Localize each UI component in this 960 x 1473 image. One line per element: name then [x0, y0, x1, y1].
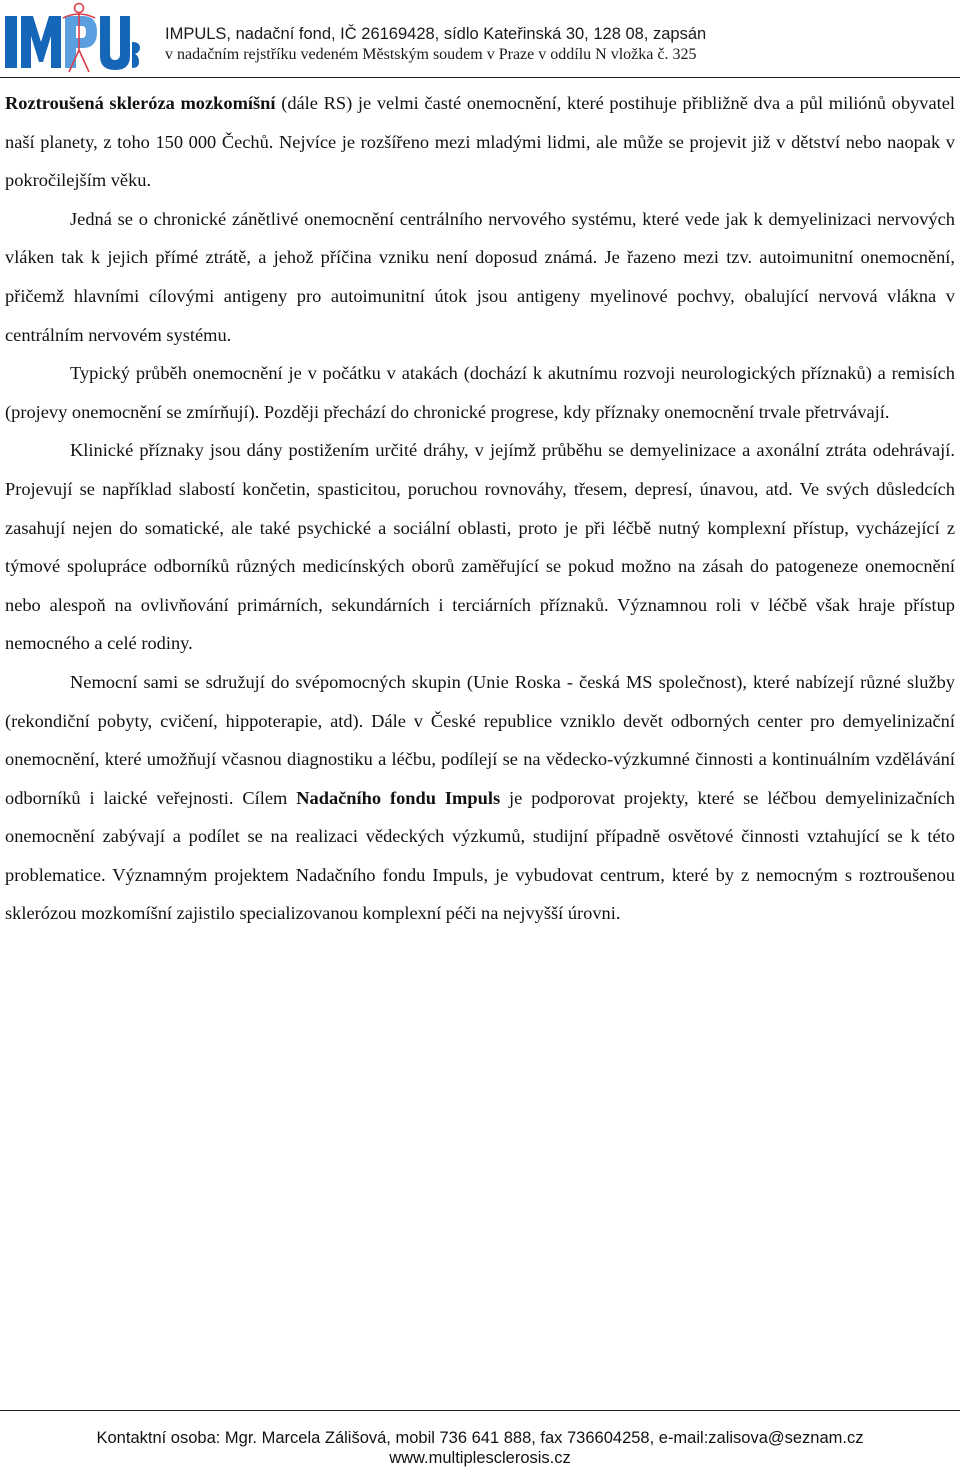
page-header [0, 0, 960, 78]
paragraph-1-bold-lead: Roztroušená skleróza mozkomíšní [5, 93, 276, 113]
footer-contact: Kontaktní osoba: Mgr. Marcela Zálišová, mobil 736 641 888, fax 736604258, e-mail:zalisova@seznam.cz [96, 1429, 864, 1447]
paragraph-1 [5, 84, 955, 200]
header-line-2: v nadačním rejstříku vedeném Městským soudem v Praze v oddílu N vložka č. 325 [165, 46, 697, 63]
footer-website-link[interactable]: www.multiplesclerosis.cz [389, 1449, 571, 1467]
paragraph-5-text-after: je podporovat projekty, které se léčbou demyelinizačních onemocnění zabývají a podílet se na realizaci vědeckých výzkumů, studijní případně osvětové činnosti vztahující se k této problematice. Významným projektem Nadačního fondu Impuls, je vybudovat centrum, které by z nemocným s roztroušenou sklerózou mozkomíšní zajistilo specializovanou komplexní péči na nejvyšší úrovni. [5, 787, 955, 924]
footer-divider [0, 1410, 960, 1411]
header-divider [0, 77, 960, 78]
paragraph-2: Jedná se o chronické zánětlivé onemocnění centrálního nervového systému, které vede jak k demyelinizaci nervových vláken tak k jejich přímé ztrátě, a jehož příčina vzniku není doposud známá. Je řazeno mezi tzv. autoimunitní onemocnění, přičemž hlavními cílovými antigeny pro autoimunitní útok jsou antigeny myelinové pochvy, obalující nervová vlákna v centrálním nervovém systému. [5, 208, 955, 345]
paragraph-1-text: (dále RS) je velmi časté onemocnění, které postihuje přibližně dva a půl miliónů obyvatel naší planety, z toho 150 000 Čechů. Nejvíce je rozšířeno mezi mladými lidmi, ale může se projevit již v dětství nebo naopak v pokročilejším věku. [5, 93, 956, 191]
paragraph-5-text-before: Nemocní sami se sdružují do svépomocných skupin (Unie Roska - česká MS společnost), které nabízejí různé služby (rekondiční pobyty, cvičení, hippoterapie, atd). Dále v České republice vzniklo devět odborných center pro demyelinizační onemocnění, které umožňují včasnou diagnostiku a léčbu, podílejí se na vědecko-výzkumné činnosti a kontinuálním vzdělávání odborníků i laické veřejnosti. Cílem [5, 671, 955, 808]
paragraph-4: Klinické příznaky jsou dány postižením určité dráhy, v jejímž průběhu se demyelinizace a axonální ztráta odehrávají. Projevují se například slabostí končetin, spasticitou, poruchou rovnováhy, třesem, depresí, únavou, atd. Ve svých důsledcích zasahují nejen do somatické, ale také psychické a sociální oblasti, proto je při léčbě nutný komplexní přístup, vycházející z týmové spolupráce odborníků různých medicínských oborů zaměřující se pokud možno na zásah do patogeneze onemocnění nebo alespoň na ovlivňování primárních, sekundárních i terciárních příznaků. Významnou roli v léčbě však hraje přístup nemocného a celé rodiny. [5, 440, 955, 654]
impuls-logo [3, 2, 141, 74]
paragraph-5-bold-fund-name: Nadačního fondu Impuls [296, 787, 501, 808]
paragraph-3: Typický průběh onemocnění je v počátku v atakách (dochází k akutnímu rozvoji neurologických příznaků) a remisích (projevy onemocnění se zmírňují). Později přechází do chronické progrese, kdy příznaky onemocnění trvale přetrvávají. [5, 363, 955, 422]
page-footer [0, 1428, 960, 1468]
paragraph-5 [5, 663, 955, 933]
header-line-1: IMPULS, nadační fond, IČ 26169428, sídlo Kateřinská 30, 128 08, zapsán [165, 25, 707, 43]
document-body [5, 84, 955, 933]
